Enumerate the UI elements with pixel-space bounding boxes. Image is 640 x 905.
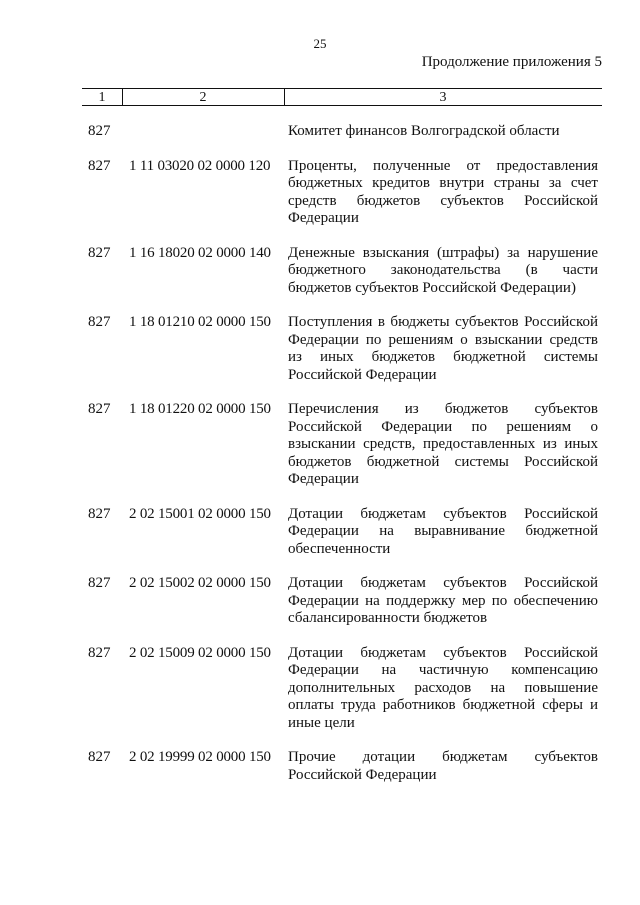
budget-code: 1 11 03020 02 0000 120 <box>129 157 271 174</box>
income-name: Проценты, полученные от предоставления бюджетных кредитов внутри страны за счет средств бюджетов субъектов Российской Федерации <box>288 157 598 226</box>
budget-code: 1 16 18020 02 0000 140 <box>129 244 271 261</box>
table-row <box>82 749 602 784</box>
admin-code: 827 <box>88 575 111 591</box>
header-col-2: 2 <box>122 89 285 106</box>
budget-code: 2 02 15002 02 0000 150 <box>129 575 271 591</box>
header-col-3: 3 <box>439 90 447 105</box>
table-row <box>82 158 602 228</box>
table-row <box>82 314 602 384</box>
budget-code: 1 18 01220 02 0000 150 <box>129 401 271 417</box>
income-name: Дотации бюджетам субъектов Российской Федерации на частичную компенсацию дополнительных расходов на повышение оплаты труда работников бюджетной сферы и иные цели <box>288 644 598 731</box>
page-number: 25 <box>313 36 327 51</box>
table-row <box>82 645 602 733</box>
admin-code: 827 <box>88 505 111 522</box>
table-row <box>82 401 602 489</box>
income-name: Прочие дотации бюджетам субъектов Российской Федерации <box>288 749 598 783</box>
budget-code: 2 02 19999 02 0000 150 <box>129 749 271 765</box>
income-name: Дотации бюджетам субъектов Российской Федерации на выравнивание бюджетной обеспеченности <box>288 505 598 557</box>
table-header <box>82 88 602 106</box>
table-body <box>82 123 602 801</box>
budget-code: 1 18 01210 02 0000 150 <box>129 314 271 330</box>
continuation-label: Продолжение приложения 5 <box>421 54 602 70</box>
admin-code: 827 <box>88 644 111 661</box>
admin-code: 827 <box>88 314 111 330</box>
admin-code: 827 <box>88 157 111 174</box>
admin-code: 827 <box>88 123 111 139</box>
income-name: Дотации бюджетам субъектов Российской Федерации на поддержку мер по обеспечению сбалансированности бюджетов <box>288 575 598 626</box>
budget-code: 2 02 15001 02 0000 150 <box>129 505 271 522</box>
table-row <box>82 123 602 141</box>
table-row <box>82 506 602 559</box>
table-row <box>82 575 602 628</box>
admin-code: 827 <box>88 244 111 261</box>
admin-code: 827 <box>88 401 111 417</box>
header-col-1: 1 <box>82 89 123 106</box>
table-row <box>82 245 602 298</box>
income-name: Денежные взыскания (штрафы) за нарушение бюджетного законодательства (в части бюджетов субъектов Российской Федерации) <box>288 244 598 296</box>
income-name: Поступления в бюджеты субъектов Российской Федерации по решениям о взыскании средств из иных бюджетов бюджетной системы Российской Федерации <box>288 314 598 383</box>
admin-code: 827 <box>88 749 111 765</box>
budget-code: 2 02 15009 02 0000 150 <box>129 644 271 661</box>
income-name: Комитет финансов Волгоградской области <box>288 123 560 139</box>
income-name: Перечисления из бюджетов субъектов Российской Федерации по решениям о взыскании средств, предоставленных из иных бюджетов бюджетной системы Российской Федерации <box>288 401 598 487</box>
